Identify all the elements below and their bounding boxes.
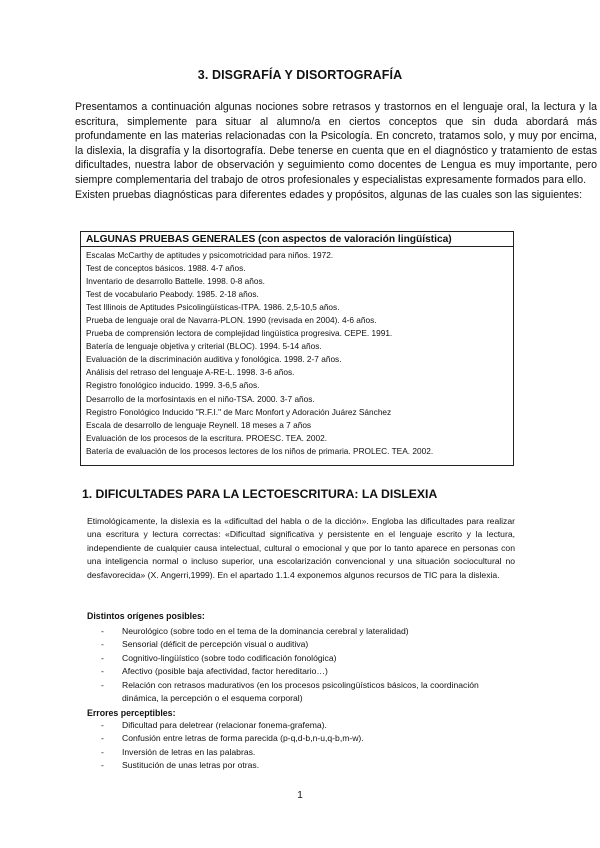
list-item xyxy=(87,625,517,638)
test-item: Inventario de desarrollo Battelle. 1998. 0-8 años. xyxy=(86,276,265,287)
list-item xyxy=(87,719,517,732)
list-item-text: Inversión de letras en las palabras. xyxy=(122,746,256,757)
list-item-text: Sensorial (déficit de percepción visual o auditiva) xyxy=(122,639,309,650)
list-item-text: Dificultad para deletrear (relacionar fonema-grafema). xyxy=(122,720,327,730)
list-item-text: Afectivo (posible baja afectividad, factor hereditario…) xyxy=(122,666,328,677)
test-item: Prueba de comprensión lectora de complejidad lingüística progresiva. CEPE. 1991. xyxy=(86,328,393,339)
test-item: Escala de desarrollo de lenguaje Reynell. 18 meses a 7 años xyxy=(86,419,312,430)
dash-bullet: - xyxy=(101,679,104,690)
intro-paragraph: Presentamos a continuación algunas nociones sobre retrasos y trastornos en el lenguaje oral, la lectura y la escritura, simplemente para situar al alumno/a en ciertos conceptos que sin duda abordará más profundamente en las materias relacionadas con la Psicología. En concreto, tratamos solo, y muy por encima, la dislexia, la disgrafía y la disortografía. Debe tenerse en cuenta que en el diagnóstico y tratamiento de estas dificultades, nuestra labor de observación y seguimiento como docentes de Lengua es muy importante, pero siempre complementaria del trabajo de otros profesionales y especialistas expresamente formados para ello. xyxy=(75,101,597,186)
list-item xyxy=(87,638,517,651)
list-item-text: Sustitución de unas letras por otras. xyxy=(122,760,260,771)
list-item xyxy=(87,732,517,745)
tests-table xyxy=(80,231,514,466)
list-item xyxy=(87,652,517,665)
intro-second-line: Existen pruebas diagnósticas para diferentes edades y propósitos, algunas de las cuales son las siguientes: xyxy=(75,188,583,201)
dyslexia-paragraph: Etimológicamente, la dislexia es la «dificultad del habla o de la dicción». Engloba las dificultades para realizar una escritura y lectura correctas: «Dificultad significativa y persistente en el lenguaje escrito y la lectura, independiente de cualquier causa intelectual, cultural o emocional y que por lo tanto aparece en personas con una inteligencia normal o incluso superior, una escolarización convencional y una situación sociocultural no desfavorecida» (X. Angerri,1999). En el apartado 1.1.4 exponemos algunos recursos de TIC para la dislexia. xyxy=(87,516,515,580)
test-item: Evaluación de la discriminación auditiva y fonológica. 1998. 2-7 años. xyxy=(86,354,342,365)
list-item xyxy=(87,665,517,678)
list-item-text: Neurológico (sobre todo en el tema de la dominancia cerebral y lateralidad) xyxy=(122,626,409,636)
test-item: Batería de lenguaje objetiva y criterial (BLOC). 1994. 5-14 años. xyxy=(86,341,322,352)
test-item: Evaluación de los procesos de la escritura. PROESC. TEA. 2002. xyxy=(86,432,328,443)
page-number: 1 xyxy=(297,790,303,801)
section-heading: 1. DIFICULTADES PARA LA LECTOESCRITURA: LA DISLEXIA xyxy=(82,487,438,501)
test-item: Batería de evaluación de los procesos lectores de los niños de primaria. PROLEC. TEA. 2002. xyxy=(86,445,434,456)
tests-table-header: ALGUNAS PRUEBAS GENERALES (con aspectos de valoración lingüística) xyxy=(81,232,513,247)
dash-bullet: - xyxy=(101,666,104,677)
dash-bullet: - xyxy=(101,746,104,757)
errors-heading: Errores perceptibles: xyxy=(87,708,176,718)
list-item-text: Relación con retrasos madurativos (en los procesos psicolingüísticos básicos, la coordinación dinámica, la percepción o el esquema corporal) xyxy=(122,679,479,704)
list-item xyxy=(87,679,517,706)
dash-bullet: - xyxy=(101,733,104,744)
dash-bullet: - xyxy=(101,626,104,636)
test-item: Test de vocabulario Peabody. 1985. 2-18 años. xyxy=(86,289,259,300)
list-item xyxy=(87,759,517,772)
dash-bullet: - xyxy=(101,760,104,771)
test-item: Test Illinois de Aptitudes Psicolingüísticas-ITPA. 1986. 2,5-10,5 años. xyxy=(86,302,340,313)
list-item-text: Cognitivo-lingüístico (sobre todo codificación fonológica) xyxy=(122,652,337,663)
list-item xyxy=(87,746,517,759)
test-item: Test de conceptos básicos. 1988. 4-7 años. xyxy=(86,263,246,274)
dash-bullet: - xyxy=(101,652,104,663)
test-item: Prueba de lenguaje oral de Navarra-PLON. 1990 (revisada en 2004). 4-6 años. xyxy=(86,315,377,326)
dyslexia-text xyxy=(87,515,515,582)
origins-heading: Distintos orígenes posibles: xyxy=(87,611,205,621)
test-item: Escalas McCarthy de aptitudes y psicomotricidad para niños. 1972. xyxy=(86,250,334,260)
test-item: Registro fonológico inducido. 1999. 3-6,5 años. xyxy=(86,380,260,391)
dash-bullet: - xyxy=(101,720,104,730)
test-item: Registro Fonológico Inducido "R.F.I." de Marc Monfort y Adoración Juárez Sánchez xyxy=(86,406,392,417)
page-title: 3. DISGRAFÍA Y DISORTOGRAFÍA xyxy=(197,68,403,82)
test-item: Desarrollo de la morfosintaxis en el niño-TSA. 2000. 3-7 años. xyxy=(86,393,315,404)
test-item: Análisis del retraso del lenguaje A-RE-L. 1998. 3-6 años. xyxy=(86,367,295,378)
intro-text xyxy=(75,100,597,202)
list-item-text: Confusión entre letras de forma parecida (p-q,d-b,n-u,q-b,m-w). xyxy=(122,733,364,744)
origins-list xyxy=(87,625,517,705)
errors-list xyxy=(87,719,517,773)
dash-bullet: - xyxy=(101,639,104,650)
tests-list xyxy=(81,247,513,458)
